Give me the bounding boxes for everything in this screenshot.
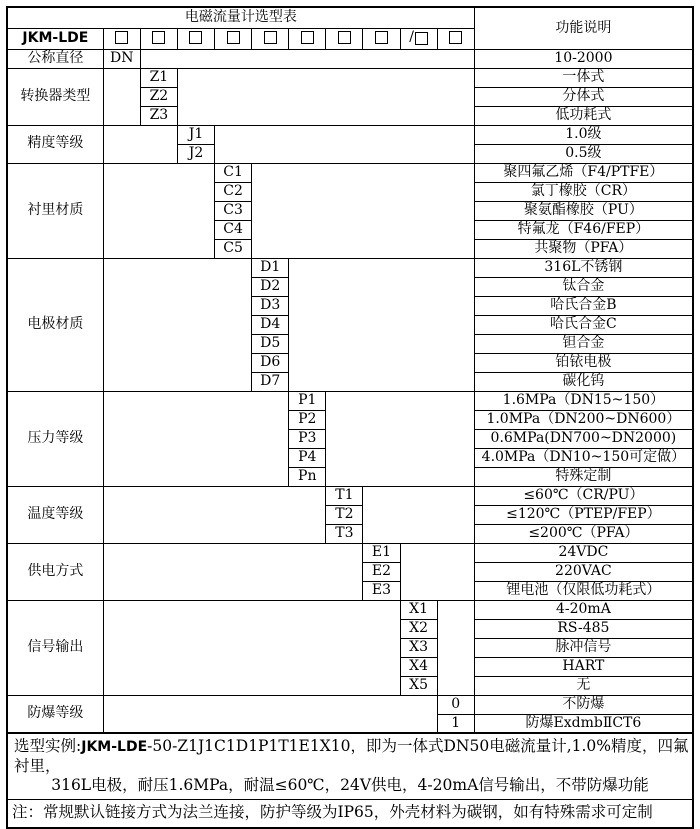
desc-cell: HART <box>474 657 693 676</box>
spacer-cell <box>103 163 214 258</box>
code-cell: Z3 <box>140 106 177 125</box>
code-cell: 0 <box>437 695 474 714</box>
code-cell: P4 <box>289 448 326 467</box>
example-model-code: JKM-LDE <box>81 739 148 755</box>
code-cell: E2 <box>363 562 400 581</box>
spacer-cell <box>437 600 474 695</box>
code-cell: D1 <box>252 258 289 277</box>
checkbox-icon <box>301 31 314 44</box>
spacer-cell <box>252 163 475 258</box>
desc-cell: 分体式 <box>474 87 693 106</box>
desc-cell: 钽合金 <box>474 334 693 353</box>
code-cell: P1 <box>289 391 326 410</box>
checkbox-icon <box>115 31 128 44</box>
desc-cell: 共聚物（PFA） <box>474 239 693 258</box>
desc-cell: 低功耗式 <box>474 106 693 125</box>
code-box-cell-1 <box>103 28 140 49</box>
code-cell: P3 <box>289 429 326 448</box>
desc-cell: 聚四氟乙烯（F4/PTFE） <box>474 163 693 182</box>
desc-cell: 防爆ExdmbⅡCT6 <box>474 714 693 733</box>
code-cell: Z1 <box>140 68 177 87</box>
code-cell: P2 <box>289 410 326 429</box>
code-cell: C1 <box>215 163 252 182</box>
code-cell: E1 <box>363 543 400 562</box>
code-box-cell-5 <box>252 28 289 49</box>
code-cell: X5 <box>400 676 437 695</box>
desc-cell: 220VAC <box>474 562 693 581</box>
code-cell: Z2 <box>140 87 177 106</box>
code-cell: T2 <box>326 505 363 524</box>
desc-cell: 特殊定制 <box>474 467 693 486</box>
spacer-cell <box>103 486 326 543</box>
spacer-cell <box>103 600 400 695</box>
spacer-cell <box>103 258 251 391</box>
section-label-electrode: 电极材质 <box>7 258 103 391</box>
code-cell: 1 <box>437 714 474 733</box>
code-cell: T3 <box>326 524 363 543</box>
selection-table <box>6 6 694 734</box>
code-cell: D3 <box>252 296 289 315</box>
desc-cell: 特氟龙（F46/FEP） <box>474 220 693 239</box>
code-box-cell-2 <box>140 28 177 49</box>
spacer-cell <box>177 68 474 125</box>
code-cell: D5 <box>252 334 289 353</box>
section-label-signal: 信号输出 <box>7 600 103 695</box>
checkbox-icon <box>152 31 165 44</box>
desc-cell: 4.0MPa（DN10~150可定做） <box>474 448 693 467</box>
footnotes <box>6 734 694 829</box>
section-label-accuracy: 精度等级 <box>7 125 103 163</box>
checkbox-icon <box>189 31 202 44</box>
checkbox-icon <box>338 31 351 44</box>
spacer-cell <box>103 543 363 600</box>
code-box-cell-7 <box>326 28 363 49</box>
section-label-power: 供电方式 <box>7 543 103 600</box>
code-cell: D7 <box>252 372 289 391</box>
code-box-cell-4 <box>215 28 252 49</box>
desc-cell: 氯丁橡胶（CR） <box>474 182 693 201</box>
desc-cell: 铂铱电极 <box>474 353 693 372</box>
example-label: 选型实例: <box>14 737 82 755</box>
spacer-cell <box>103 68 140 125</box>
checkbox-icon <box>264 31 277 44</box>
checkbox-icon <box>415 32 428 45</box>
checkbox-icon <box>449 31 462 44</box>
desc-cell: 10-2000 <box>474 49 693 68</box>
desc-cell: RS-485 <box>474 619 693 638</box>
section-label-converter: 转换器类型 <box>7 68 103 125</box>
code-box-cell-8 <box>363 28 400 49</box>
desc-cell: 碳化钨 <box>474 372 693 391</box>
spacer-cell <box>289 258 475 391</box>
section-label-dn: 公称直径 <box>7 49 103 68</box>
desc-cell: 24VDC <box>474 543 693 562</box>
code-box-cell-9 <box>400 28 437 49</box>
code-cell: C5 <box>215 239 252 258</box>
model-prefix: JKM-LDE <box>7 28 103 49</box>
general-note: 注：常规默认链接方式为法兰连接，防护等级为IP65，外壳材料为碳钢，如有特殊需求可定制 <box>8 799 692 826</box>
code-cell: D4 <box>252 315 289 334</box>
slash-mark: / <box>409 29 414 46</box>
desc-cell: 1.0级 <box>474 125 693 144</box>
spacer-cell <box>140 49 474 68</box>
code-cell: E3 <box>363 581 400 600</box>
desc-cell: 1.6MPa（DN15~150） <box>474 391 693 410</box>
desc-cell: 钛合金 <box>474 277 693 296</box>
code-cell: DN <box>103 49 140 68</box>
code-box-cell-10 <box>437 28 474 49</box>
code-box-cell-3 <box>177 28 214 49</box>
code-cell: X1 <box>400 600 437 619</box>
desc-cell: 锂电池（仅限低功耗式） <box>474 581 693 600</box>
code-cell: C2 <box>215 182 252 201</box>
code-cell: Pn <box>289 467 326 486</box>
code-box-cell-6 <box>289 28 326 49</box>
desc-cell: ≤200℃（PFA） <box>474 524 693 543</box>
section-label-explosionproof: 防爆等级 <box>7 695 103 733</box>
spacer-cell <box>103 391 288 486</box>
table-title: 电磁流量计选型表 <box>7 7 474 28</box>
example-line2: 316L电极，耐压1.6MPa，耐温≤60℃，24V供电，4-20mA信号输出，不带防爆功能 <box>51 775 649 794</box>
checkbox-icon <box>227 31 240 44</box>
selection-example <box>8 734 692 799</box>
function-header: 功能说明 <box>474 7 693 49</box>
desc-cell: 4-20mA <box>474 600 693 619</box>
code-cell: D6 <box>252 353 289 372</box>
code-cell: J1 <box>177 125 214 144</box>
desc-cell: 0.6MPa(DN700~DN2000) <box>474 429 693 448</box>
spacer-cell <box>215 125 475 163</box>
desc-cell: 不防爆 <box>474 695 693 714</box>
desc-cell: 一体式 <box>474 68 693 87</box>
spacer-cell <box>363 486 474 543</box>
spacer-cell <box>103 125 177 163</box>
desc-cell: 无 <box>474 676 693 695</box>
code-cell: X2 <box>400 619 437 638</box>
code-cell: C4 <box>215 220 252 239</box>
code-cell: D2 <box>252 277 289 296</box>
example-line1: -50-Z1J1C1D1P1T1E1X10，即为一体式DN50电磁流量计,1.0%精度，四氟衬里， <box>14 737 689 775</box>
code-cell: T1 <box>326 486 363 505</box>
spacer-cell <box>326 391 474 486</box>
desc-cell: 哈氏合金B <box>474 296 693 315</box>
desc-cell: 脉冲信号 <box>474 638 693 657</box>
desc-cell: 1.0MPa（DN200~DN600） <box>474 410 693 429</box>
desc-cell: 哈氏合金C <box>474 315 693 334</box>
desc-cell: ≤60℃（CR/PU） <box>474 486 693 505</box>
section-label-lining: 衬里材质 <box>7 163 103 258</box>
code-cell: X3 <box>400 638 437 657</box>
section-label-temperature: 温度等级 <box>7 486 103 543</box>
code-cell: C3 <box>215 201 252 220</box>
checkbox-icon <box>375 31 388 44</box>
spacer-cell <box>400 543 474 600</box>
desc-cell: 316L不锈钢 <box>474 258 693 277</box>
desc-cell: 0.5级 <box>474 144 693 163</box>
section-label-pressure: 压力等级 <box>7 391 103 486</box>
desc-cell: 聚氨酯橡胶（PU） <box>474 201 693 220</box>
spacer-cell <box>103 695 437 733</box>
code-cell: J2 <box>177 144 214 163</box>
code-cell: X4 <box>400 657 437 676</box>
desc-cell: ≤120℃（PTEP/FEP） <box>474 505 693 524</box>
